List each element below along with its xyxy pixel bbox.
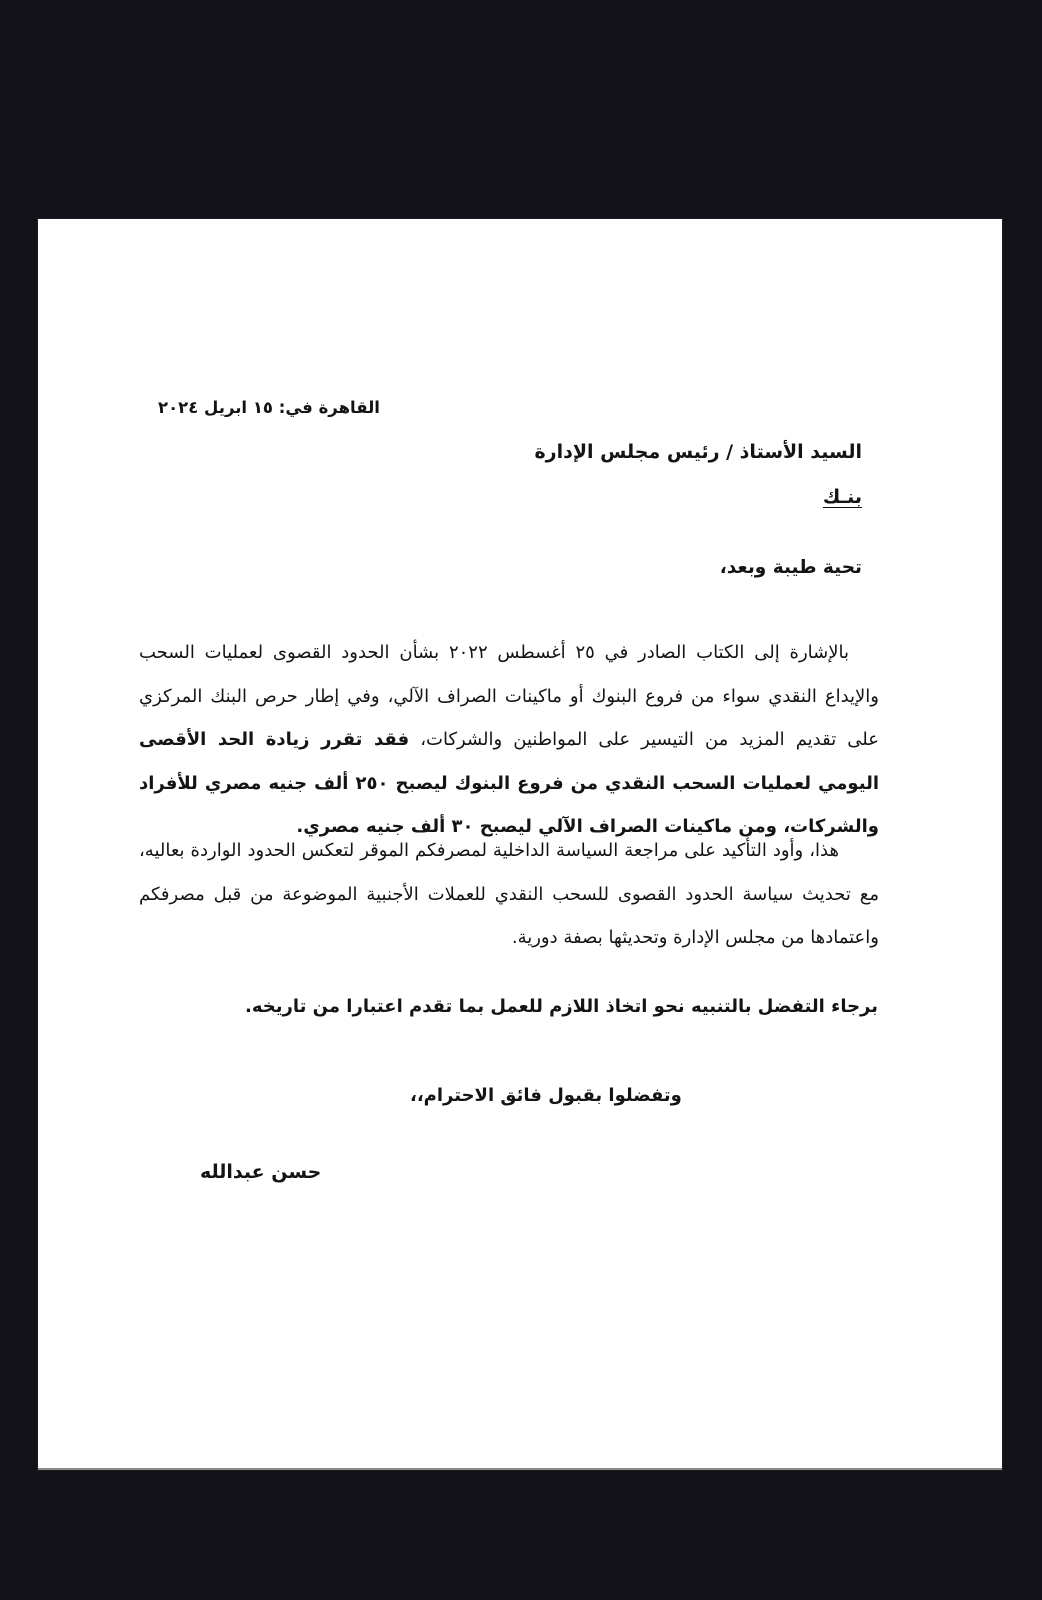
body-paragraph-1-bold: فقد تقرر زيادة الحد الأقصى اليومي لعمليات السحب النقدي من فروع البنوك ليصبح ٢٥٠ ألف جنيه مصري للأفراد والشركات، ومن ماكينات الصراف الآلي ليصبح ٣٠ ألف جنيه مصري. — [139, 729, 879, 837]
date-line: القاهرة في: ١٥ ابريل ٢٠٢٤ — [158, 398, 380, 417]
letter-page — [38, 219, 1002, 1470]
greeting-line: تحية طيبة وبعد، — [719, 557, 862, 578]
signature-name: حسن عبدالله — [200, 1161, 322, 1183]
recipient-bank-label: بنـك — [822, 486, 862, 508]
body-paragraph-2: هذا، وأود التأكيد على مراجعة السياسة الداخلية لمصرفكم الموقر لتعكس الحدود الواردة بعاليه، مع تحديث سياسة الحدود القصوى للسحب النقدي للعملات الأجنبية الموضوعة من قبل مصرفكم واعتمادها من مجلس الإدارة وتحديثها بصفة دورية. — [139, 840, 879, 948]
action-request-line: برجاء التفضل بالتنبيه نحو اتخاذ اللازم للعمل بما تقدم اعتبارا من تاريخه. — [245, 996, 878, 1017]
body-paragraph-1-regular: بالإشارة إلى الكتاب الصادر في ٢٥ أغسطس ٢٠٢٢ بشأن الحدود القصوى لعمليات السحب والإيداع النقدي سواء من فروع البنوك أو ماكينات الصراف الآلي، وفي إطار حرص البنك المركزي على تقديم المزيد من التيسير على المواطنين والشركات، — [139, 642, 879, 750]
body-paragraph-1 — [139, 631, 879, 849]
recipient-salutation: السيد الأستاذ / رئيس مجلس الإدارة — [534, 441, 862, 463]
closing-line: وتفضلوا بقبول فائق الاحترام،، — [410, 1085, 682, 1106]
